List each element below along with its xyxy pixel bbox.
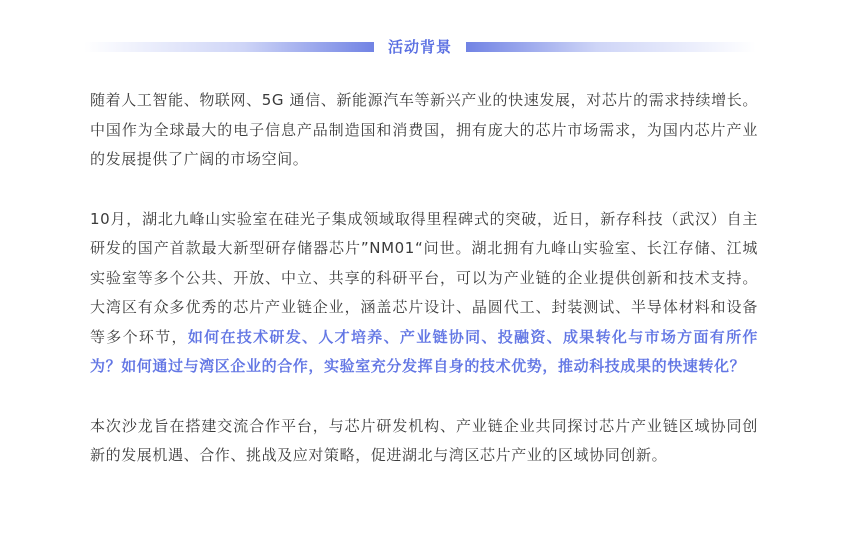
section-title: 活动背景 bbox=[387, 38, 452, 56]
paragraph-2 bbox=[90, 205, 758, 382]
paragraph-3: 本次沙龙旨在搭建交流合作平台，与芯片研发机构、产业链企业共同探讨芯片产业链区域协同创新的发展机遇、合作、挑战及应对策略，促进湖北与湾区芯片产业的区域协同创新。 bbox=[90, 416, 758, 464]
paragraph-1: 随着人工智能、物联网、5G 通信、新能源汽车等新兴产业的快速发展，对芯片的需求持续增长。中国作为全球最大的电子信息产品制造国和消费国，拥有庞大的芯片市场需求，为国内芯片产业的发展提供了广阔的市场空间。 bbox=[90, 91, 758, 168]
section-header bbox=[84, 36, 756, 58]
article-body bbox=[90, 86, 758, 501]
header-decor-bar-left bbox=[84, 42, 374, 52]
paragraph-2-highlight: 如何在技术研发、人才培养、产业链协同、投融资、成果转化与市场方面有所作为？如何通过与湾区企业的合作，实验室充分发挥自身的技术优势，推动科技成果的快速转化？ bbox=[90, 327, 758, 375]
paragraph-2-text: 10月，湖北九峰山实验室在硅光子集成领域取得里程碑式的突破，近日，新存科技（武汉）自主研发的国产首款最大新型研存储器芯片”NM01“问世。湖北拥有九峰山实验室、长江存储、江城实验室等多个公共、开放、中立、共享的科研平台，可以为产业链的企业提供创新和技术支持。大湾区有众多优秀的芯片产业链企业，涵盖芯片设计、晶圆代工、封装测试、半导体材料和设备等多个环节， bbox=[90, 209, 758, 346]
header-decor-bar-right bbox=[466, 42, 756, 52]
